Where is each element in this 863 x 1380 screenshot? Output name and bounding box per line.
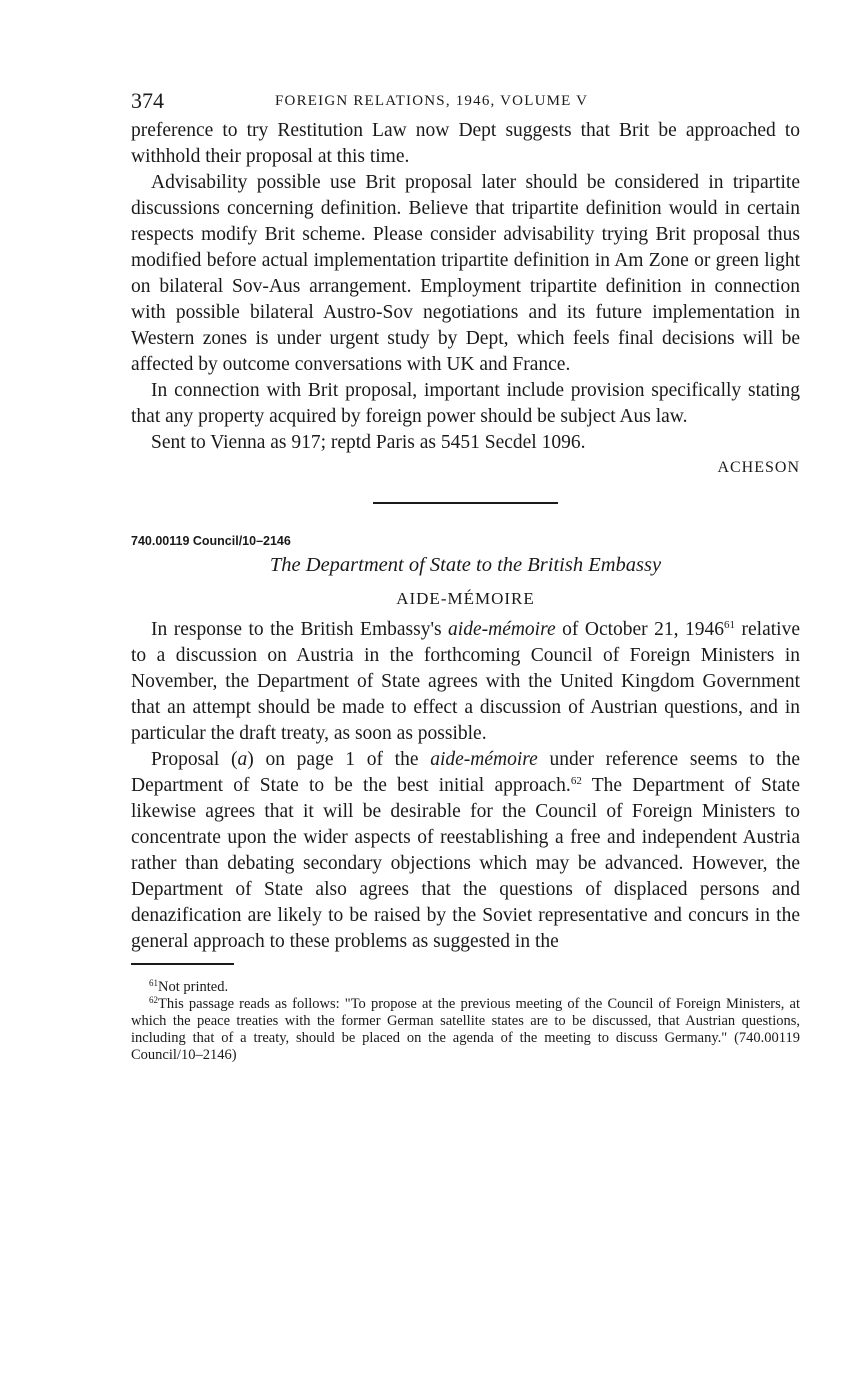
paragraph: In connection with Brit proposal, important include provision specifically stating that any property acquired by foreign power should be subject Aus law. — [131, 380, 800, 427]
footnote-divider — [131, 963, 234, 965]
footnote-ref: 61 — [724, 619, 736, 631]
paragraph: Proposal (a) on page 1 of the aide-mémoire under reference seems to the Department of State to be the best initial approach.$^{62}$ The Department of State likewise agrees that it will be desirable for the Council of Foreign Ministers to concentrate upon the wider aspects of reestablishing a free and independent Austria rather than debating secondary objections which may be advanced. However, the Department of State also agrees that the questions of displaced persons and denazification are likely to be raised by the Soviet representative and concurs in the general approach to these problems as suggested in the — [131, 749, 801, 952]
footnotes — [131, 979, 800, 1064]
paragraph: Advisability possible use Brit proposal later should be considered in tripartite discussions concerning definition. Believe that tripartite definition would in certain respects modify Brit scheme. Please consider advisability trying Brit proposal thus modified before actual implementation tripartite definition in Am Zone or green light on bilateral Sov-Aus arrangement. Employment tripartite definition in connection with possible bilateral Austro-Sov negotiations and its future implementation in Western zones is under urgent study by Dept, which feels final decisions will be affected by outcome conversations with UK and France. — [131, 172, 800, 375]
section-divider — [373, 502, 558, 504]
running-head: FOREIGN RELATIONS, 1946, VOLUME V — [275, 93, 589, 109]
page-header — [131, 88, 800, 118]
signature: ACHESON — [717, 459, 800, 476]
document-type: AIDE-MÉMOIRE — [396, 589, 535, 608]
paragraph: Sent to Vienna as 917; reptd Paris as 5451 Secdel 1096. — [151, 432, 586, 453]
paragraph: In response to the British Embassy's aide-mémoire of October 21, 1946$^{61}$ relative to a discussion on Austria in the forthcoming Council of Foreign Ministers in November, the Department of State agrees with the United Kingdom Government that an attempt should be made to effect a discussion of Austrian questions, and in particular the draft treaty, as soon as possible. — [131, 619, 800, 744]
page-content — [131, 88, 800, 1064]
footnote: $^{61}$Not printed. — [149, 977, 229, 995]
document-title: The Department of State to the British Embassy — [269, 554, 662, 576]
file-reference: 740.00119 Council/10–2146 — [131, 534, 291, 548]
footnote: $^{62}$This passage reads as follows: "To propose at the previous meeting of the Council of Foreign Ministers, at which the peace treaties with the former German satellite states are to be discussed, that Austrian questions, including that of a treaty, should be placed on the agenda of the meeting to discuss Germany." (740.00119 Council/10–2146) — [131, 994, 800, 1063]
page-number: 374 — [131, 88, 164, 113]
continuation-text — [131, 118, 800, 456]
paragraph: preference to try Restitution Law now Dept suggests that Brit be approached to withhold their proposal at this time. — [131, 120, 800, 167]
footnote-ref: 62 — [570, 775, 582, 787]
document-body — [131, 617, 800, 955]
